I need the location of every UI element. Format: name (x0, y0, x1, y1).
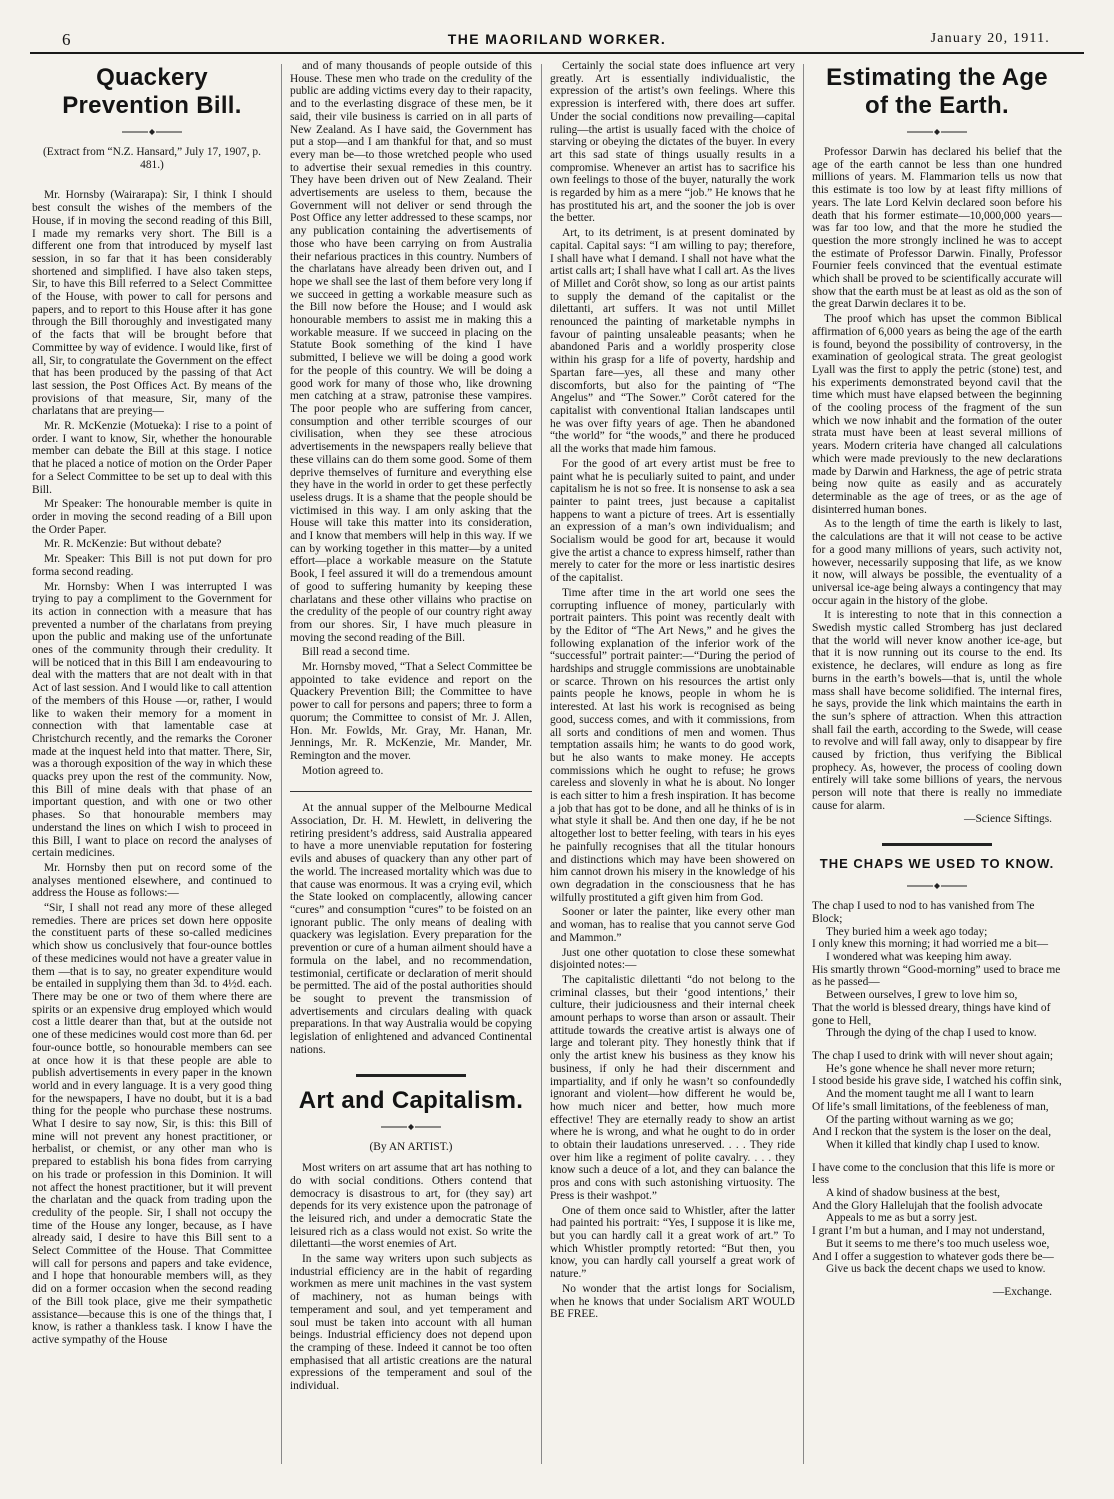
ornament-divider-icon (381, 1123, 441, 1131)
poem-line: I wondered what was keeping him away. (826, 951, 1012, 964)
paragraph: It is interesting to note that in this connection a Swedish mystic called Stromberg has just declared that the world will never know another ice-age, but that it is now running out its course to the end. Its existence, he declares, will endure as long as fire burns in the earth’s bowels—that is, until the whole mass shall have become solidified. The internal fires, he says, provide the link which maintains the earth in the sun’s sphere of attraction. When this attraction shall fail the earth, according to the Swede, will cease to revolve and will fall away, only to disappear by fire caused by friction, thus verifying the Biblical prophecy. As, however, the process of cooling down entirely will take some billions of years, the nervous person will note that there is really no immediate cause for alarm. (812, 609, 1062, 812)
paragraph: Certainly the social state does influence art very greatly. Art is essentially individualistic, the expression of the artist’s own feelings. Where this expression is interfered with, there does art suffer. Under the social conditions now prevailing—capital ruling—the artist is usually faced with the choice of starving or obeying the dictates of the buyer. In every art this sad state of things usually results in a compromise. Whenever an artist has to sacrifice his own feelings to those of the buyer, naturally the work is regarded by him as a mere “job.” He knows that he has prostituted his art, and the sooner the job is over the better. (550, 60, 795, 225)
paragraph: Mr. R. McKenzie: But without debate? (44, 538, 222, 551)
paragraph: The capitalistic dilettanti “do not belong to the criminal classes, but their ‘good intentions,’ their culture, their judiciousness and their internal cheek amount perhaps to worse than arson or assault. Their attitude towards the creative artist is always one of large and tolerant pity. They honestly think that if only the artist knew his business as they know his business, if only he had their discernment and impartiality, and if only he wasn’t so confoundedly ignorant and violent—how different he would be, how much nicer and better, how much more effective! They are eternally ready to show an artist where he is wrong, and what he ought to do in order to obtain their laudations unreserved. . . . They ride over him like a regiment of polite cavalry. . . . they know such a deuce of a lot, and they can balance the pros and cons with such astonishing virtuosity. The Press is their washpot.” (550, 973, 795, 1202)
paragraph: and of many thousands of people outside of this House. These men who trade on the credulity of the public are adding victims every day to their rapacity, and to the everlasting disgrace of these men, be it said, their vile business is carried on in all parts of New Zealand. As I have said, the Government has put a stop—and I am thankful for that, and so must every man be—to those wretched people who used to advertise their sexual remedies in this country. They have been driven out of New Zealand. Their advertisements are useless to them, because the Government will not deliver or send through the Post Office any letter addressed to these scamps, nor any publication containing the advertisements of those who have been carrying on from Australia their nefarious practices in this country. Numbers of the charlatans have already been driven out, and I hope we shall see the last of them before very long if we succeed in getting a workable measure such as the Bill now before the House; and I would ask honourable members to assist me in making this a workable measure. If we succeed in placing on the Statute Book something of the kind I have submitted, I believe we will be doing a good work for the people of this country. We will be doing a good work for many of those who, like drowning men catching at a straw, patronise these vampires. The poor people who are suffering from cancer, consumption and other terrible scourges of our civilisation, when they see these atrocious advertisements in the newspapers really believe that these villains can do them some good. Some of them deprive themselves of furniture and everything else they have in the world in order to get these perfectly useless drugs. It is a shame that the people should be victimised in this way. I am only asking that the House will take this matter into its consideration, and I know that members will help in this way. If we can by working together in this matter—by a united effort—place a workable measure on the Statute Book, I feel assured it will do a tremendous amount of good to suffering humanity by keeping these charlatans and these other villains who practise on the credulity of the people of our country right away from our shores. Sir, I have much pleasure in moving the second reading of the Bill. (290, 60, 532, 644)
poem-stanza (812, 900, 1062, 1040)
quackery-article-continued (290, 60, 532, 777)
poem-line: Of life’s small limitations, of the feebleness of man, (812, 1100, 1049, 1113)
paragraph: No wonder that the artist longs for Socialism, when he knows that under Socialism ART WOULD BE FREE. (550, 1282, 795, 1321)
ornament-divider-icon (907, 128, 967, 136)
poem-line: I stood beside his grave side, I watched his coffin sink, (812, 1075, 1062, 1088)
quackery-article-body (32, 189, 272, 1346)
article-byline: (By AN ARTIST.) (369, 1141, 453, 1154)
masthead (30, 26, 1084, 54)
section-rule-thick (356, 1074, 466, 1077)
column-4 (812, 60, 1062, 1488)
poem-line: The chap I used to nod to has vanished from The Block; (812, 900, 1035, 925)
poem-line: I only knew this morning; it had worried me a bit— (812, 938, 1048, 951)
poem-line: And the Glory Hallelujah that the foolish advocate (812, 1199, 1043, 1212)
poem-line: I grant I’m but a human, and I may not understand, (812, 1225, 1045, 1238)
section-rule (290, 791, 532, 792)
column-divider (281, 64, 282, 1464)
poem-line: And I reckon that the system is the loser on the deal, (812, 1126, 1052, 1139)
paragraph: Professor Darwin has declared his belief that the age of the earth cannot be less than one hundred millions of years. M. Flammarion tells us now that this estimate is too low by at least fifty millions of years. The late Lord Kelvin declared soon before his death that his former estimate—10,000,000 years—was far too low, and that the more he studied the question the more strongly inclined he was to accept the estimate of Professor Darwin. Finally, Professor Fournier feels convinced that the eventual estimate which shall be proved to be scientifically accurate will show that the earth must be at least as old as the son of the great Darwin declares it to be. (812, 146, 1062, 311)
paragraph: Sooner or later the painter, like every other man and woman, has to realise that you cannot serve God and Mammon.” (550, 906, 795, 944)
page-number: 6 (62, 30, 71, 49)
poem-body (812, 900, 1062, 1276)
paragraph: As to the length of time the earth is likely to last, the calculations are that it will not cease to be active for a good many millions of years, such activity not, however, necessarily supposing that life, as we know it now, will always be possible, the eventuality of a universal ice-age being always a contingency that may occur again in the history of the globe. (812, 518, 1062, 607)
poem-line: I have come to the conclusion that this life is more or less (812, 1161, 1055, 1187)
column-1 (32, 60, 272, 1488)
paragraph: Mr. Hornsby then put on record some of the analyses mentioned elsewhere, and continued to address the House as follows:— (32, 861, 272, 900)
poem-stanza (812, 1162, 1062, 1276)
poem-line: Of the parting without warning as we go; (826, 1113, 1014, 1126)
paragraph: Most writers on art assume that art has nothing to do with social conditions. Others contend that democracy is disastrous to art, for (they say) art depends for its very existence upon the patronage of the leisured rich, and under a democratic State the leisured rich as a class would not exist. So write the dilettanti—the worst enemies of Art. (290, 1162, 532, 1251)
paragraph: The proof which has upset the common Biblical affirmation of 6,000 years as being the age of the earth is found, beyond the possibility of controversy, in the examination of geological strata. The great geologist Lyall was the first to apply the petric (stone) test, and his experiments demonstrated beyond cavil that the time which must have elapsed between the beginning of the cooling process of the fragment of the sun which we now inhabit and the formation of the outer strata must have been at least several millions of years. Modern criteria have changed all calculations which were made previously to the new declarations made by Darwin and Harkness, the age of petric strata being now quite as easily and as accurately determinable as the age of trees, or as the age of disinterred human bones. (812, 313, 1062, 516)
poem-line: Between ourselves, I grew to love him so, (826, 989, 1018, 1002)
paragraph: Mr. Hornsby (Wairarapa): Sir, I think I should best consult the wishes of the members of the House, if in moving the second reading of this Bill, I made my remarks very short. The Bill is a different one from that introduced by myself last session, in so far that it has been considerably shortened and simplified. I have also taken steps, Sir, to have this Bill referred to a Select Committee of the House, with power to call for persons and papers, and to report to this House after it has gone through the Bill thoroughly and investigated many of the facts that will be brought before that Committee by way of evidence. I would like, first of all, Sir, to congratulate the Government on the effect that has been produced by the passing of that Act last session, the Post Offices Act. By means of the provisions of that measure, Sir, many of the charlatans that are preying— (32, 189, 272, 418)
poem-line: But it seems to me there’s too much useless woe, (826, 1237, 1050, 1250)
paragraph: Time after time in the art world one sees the corrupting influence of money, particularly with portrait painters. This point was recently dealt with by the Editor of “The Art News,” and he gives the following explanation of the inferior work of the “successful” portrait painter:—“During the period of hardships and struggle commissions are unobtainable or scarce. Thrown on his resources the artist only paints people he knows, people in whom he is interested. At last his work is recognised as being good, success comes, and with it commissions, from all sorts and conditions of men and women. Thus temptation assails him; he wants to do good work, but he also wants to make money. He accepts commissions which he ought to refuse; he grows careless and slovenly in what he is about. No longer is each sitter to him a fresh inspiration. It has become a job that has got to be done, and all he thinks of is in what style it shall be. And then one day, if he be not altogether lost to better feeling, with tears in his eyes he painfully recognises that all the titular honours and distinctions which may have been showered on him cannot drown his misery in the knowledge of his own degradation in the consciousness that he has wilfully prostituted a gift given him from God. (550, 586, 795, 904)
paper-name: THE MAORILAND WORKER. (447, 31, 667, 47)
melbourne-medical-item (290, 802, 532, 1056)
poem-line: Give us back the decent chaps we used to know. (826, 1263, 1046, 1276)
paragraph: Mr. Hornsby moved, “That a Select Committee be appointed to take evidence and report on the Quackery Prevention Bill; the Committee to have power to call for persons and papers; three to form a quorum; the Committee to consist of Mr. J. Allen, Hon. Mr. Fowlds, Mr. Gray, Mr. Hanan, Mr. Jennings, Mr. R. McKenzie, Mr. Mander, Mr. Remington and the mover. (290, 661, 532, 762)
poem-stanza (812, 1050, 1062, 1152)
poem-line: Through the dying of the chap I used to know. (826, 1027, 1037, 1040)
art-capitalism-body (290, 1162, 532, 1393)
column-divider (803, 64, 804, 1464)
poem-line: They buried him a week ago today; (826, 925, 988, 938)
earth-age-body (812, 146, 1062, 813)
hansard-extract-note: (Extract from “N.Z. Hansard,” July 17, 1907, p. 481.) (43, 146, 261, 171)
poem-line: Appeals to me as but a sorry jest. (826, 1212, 978, 1225)
paragraph: Art, to its detriment, is at present dominated by capital. Capital says: “I am willing to pay; therefore, I shall have what I demand. I shall not have what the artist calls art; I shall have what I call art. As the lives of Millet and Corôt show, so long as our artist paints to supply the demand of the capitalist or the dilettanti, art suffers. It was not until Millet renounced the painting of marketable nymphs in favour of painting unsaleable peasants; when he abandoned Paris and a worldly prosperity close within his grasp for a life of poverty, hardship and Spartan fare—yes, all these and many other discomforts, but also for the painting of “The Angelus” and “The Sower.” Corôt catered for the capitalist with conventional Italian landscapes until he was over fifty years of age. Then he abandoned “the world” for “the woods,” and there he produced all the works that made him famous. (550, 227, 795, 456)
paragraph: For the good of art every artist must be free to paint what he is peculiarly suited to paint, and under capitalism he is not so free. It is nonsense to ask a sea painter to paint trees, just because a capitalist happens to want a picture of trees. Art is essentially an expression of a man’s own individualism; and Socialism would be good for art, because it would give the artist a chance to express himself, rather than merely to cater for the more or less inartistic desires of the capitalist. (550, 457, 795, 585)
poem-line: And the moment taught me all I want to learn (826, 1088, 1034, 1101)
paragraph: One of them once said to Whistler, after the latter had painted his portrait: “Yes, I suppose it is like me, but you can hardly call it a great work of art.” To which Whistler promptly retorted: “But then, you know, you can hardly call yourself a great work of nature.” (550, 1204, 795, 1281)
paragraph: Just one other quotation to close these somewhat disjointed notes:— (550, 946, 795, 972)
paragraph: Mr. R. McKenzie (Motueka): I rise to a point of order. I want to know, Sir, whether the honourable member can debate the Bill at this stage. I notice that he placed a notice of motion on the Order Paper for a Select Committee to be set up to deal with this Bill. (32, 420, 272, 496)
earth-age-headline: Estimating the Age of the Earth. (826, 64, 1048, 119)
paragraph: Mr. Speaker: This Bill is not put down for pro forma second reading. (32, 553, 272, 578)
column-3 (550, 60, 795, 1488)
ornament-divider-icon (907, 882, 967, 890)
poem-line: He’s gone whence he shall never more return; (826, 1062, 1036, 1075)
quackery-headline: Quackery Prevention Bill. (62, 64, 242, 119)
ornament-divider-icon (122, 128, 182, 136)
section-rule-thick (882, 843, 992, 846)
issue-date: January 20, 1911. (930, 31, 1050, 46)
paragraph: Mr Speaker: The honourable member is quite in order in moving the second reading of a Bill upon the Order Paper. (32, 498, 272, 536)
art-capitalism-continued (550, 60, 795, 1321)
paragraph: Motion agreed to. (302, 764, 384, 777)
column-divider (541, 64, 542, 1464)
art-capitalism-headline: Art and Capitalism. (298, 1087, 524, 1115)
poem-line: The chap I used to drink with will never shout again; (812, 1050, 1054, 1062)
poem-line: When it killed that kindly chap I used to know. (826, 1138, 1040, 1151)
poem-line: That the world is blessed dreary, things have kind of gone to Hell, (812, 1001, 1051, 1027)
poem-line: A kind of shadow business at the best, (826, 1187, 1001, 1200)
poem-line: His smartly thrown “Good-morning” used to brace me as he passed— (812, 963, 1061, 989)
column-2 (290, 60, 532, 1488)
paragraph: In the same way writers upon such subjects as industrial efficiency are in the habit of regarding workmen as mere unit machines in the vast system of machinery, not as human beings with temperament and soul, and yet temperament and soul must be taken into account with all human beings. Industrial efficiency does not depend upon the cramping of these. Indeed it cannot be too often emphasised that all artistic creations are the natural expressions of the temperament and soul of the individual. (290, 1253, 532, 1393)
article-credit: —Science Siftings. (964, 812, 1052, 825)
poem-line: And I offer a suggestion to whatever gods there be— (812, 1250, 1054, 1263)
poem-credit: —Exchange. (992, 1285, 1052, 1298)
paragraph: Mr. Hornsby: When I was interrupted I was trying to pay a compliment to the Government for its action in connection with a measure that has prevented a number of the charlatans from preying upon the public and making use of the unfortunate ones of the community through their credulity. It will be noticed that in this Bill I am endeavouring to deal with the matters that are not dealt with in that Act of last session. And I would like to call attention of the members of this House —or, rather, I would like to waken their memory for a moment in connection with that lamentable case at Christchurch recently, and the remarks the Coroner made at the inquest held into that matter. There, Sir, was a thorough exposition of the way in which these quacks prey upon the rest of the community. Now, this Bill of mine deals with that phase of an important question, and with one or two other phases. So that honourable members may understand the lines on which I wish to proceed in this Bill, I want to place on record the analyses of certain medicines. (32, 580, 272, 860)
paragraph: “Sir, I shall not read any more of these alleged remedies. There are prices set down here opposite the constituent parts of these so-called medicines which show us conclusively that four-ounce bottles of these medicines would not have a greater value in them —that is to say, no greater expenditure would be entailed in supplying them than 3d. to 4½d. each. There may be one or two of them where there are spirits or an expensive drug employed which would cost a little dearer than that, but at the outside not one of these medicines would cost more than 6d. per four-ounce bottle, so honourable members can see at once how it is that these people are able to publish advertisements in every paper in the known world and in every language. It is a very good thing for the newspapers, I have no doubt, but it is a bad thing for the people who purchase these nostrums. What I desire to say now, Sir, is this: this Bill of mine will not prevent any honest practitioner, or herbalist, or chemist, or any other man who is prepared to establish his bona fides from carrying on his trade or profession in this Dominion. It will not affect the honest practitioner, but it will prevent the charlatan and the quack from trading upon the credulity of the people. Sir, I shall not occupy the time of the House any longer, because, as I have already said, I desire to have this Bill sent to a Select Committee of the House. That Committee will call for persons and papers and take evidence, and I hope that honourable members will, as they did on a former occasion when the second reading of the Bill took place, give me their sympathetic assistance—because this is one of the things that, I know, is rather a thankless task. I know I have the active sympathy of the House (32, 902, 272, 1346)
poem-title: THE CHAPS WE USED TO KNOW. (819, 856, 1055, 872)
paragraph: Bill read a second time. (302, 646, 410, 659)
paragraph: At the annual supper of the Melbourne Medical Association, Dr. H. M. Hewlett, in delivering the retiring president’s address, said Australia appeared to have a more unenviable reputation for fostering evils and abuses of quackery than any other part of the world. The increased mortality which was due to that cause was enormous. It was a crying evil, which the State looked on complacently, allowing cancer “cures” and consumption “cures” to be foisted on an ignorant public. The only means of dealing with quackery was legislation. Every preparation for the prevention or cure of a human ailment should have a formula on the label, and no recommendation, testimonial, certificate or declaration of merit should be permitted. The aid of the postal authorities should be sought to prevent the transmission of advertisements and circulars dealing with quack preparations. In that way Australia would be copying legislation of enlightened and advanced Continental nations. (290, 802, 532, 1056)
